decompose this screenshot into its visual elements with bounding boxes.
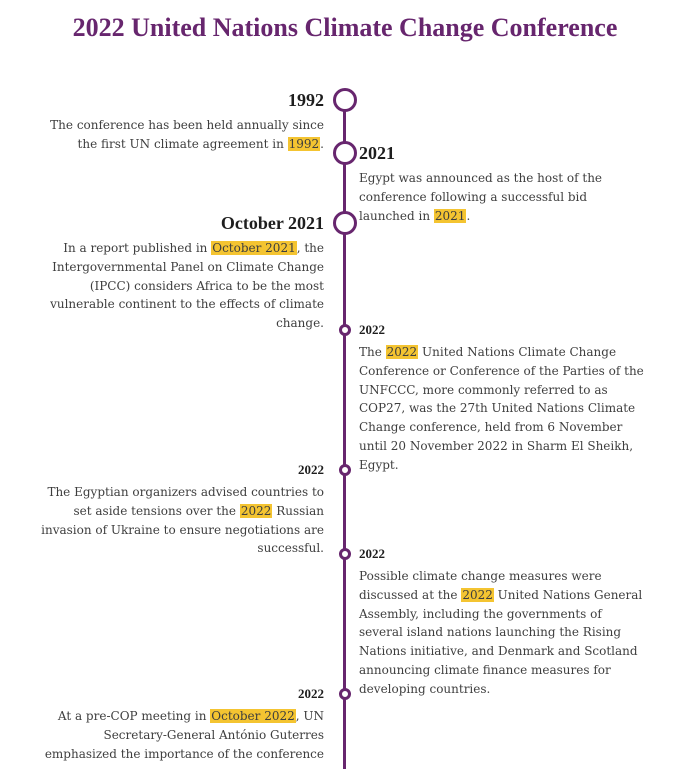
- highlighted-date: October 2021: [212, 241, 296, 255]
- entry-date: 2022: [359, 322, 385, 337]
- description-line: Nations initiative, and Denmark and Scotland: [359, 644, 638, 659]
- timeline-entry: [50, 90, 324, 154]
- description-line: The 2022 United Nations Climate Change: [359, 345, 617, 359]
- description-line: successful.: [257, 541, 324, 556]
- timeline-marker: [339, 324, 351, 336]
- timeline-entry: [359, 143, 602, 225]
- description-line: launched in 2021.: [359, 208, 471, 223]
- entry-description: [45, 707, 324, 763]
- entry-date: 2022: [298, 462, 324, 477]
- entry-description: [359, 169, 602, 225]
- entry-date: 1992: [288, 90, 324, 110]
- timeline-marker: [339, 548, 351, 560]
- description-line: Secretary-General António Guterres: [103, 727, 324, 742]
- description-line: several island nations launching the Rising: [359, 625, 622, 640]
- entry-date: 2022: [359, 546, 385, 561]
- description-line: The Egyptian organizers advised countries to: [47, 485, 324, 499]
- highlighted-date: 2022: [386, 345, 418, 359]
- description-line: COP27, was the 27th United Nations Climate: [359, 401, 636, 416]
- description-line: Egypt was announced as the host of the: [359, 171, 603, 185]
- highlighted-date: 2022: [240, 503, 272, 518]
- highlighted-date: 1992: [288, 136, 320, 151]
- page-title: 2022 United Nations Climate Change Conference: [72, 13, 618, 42]
- description-line: invasion of Ukraine to ensure negotiations are: [41, 522, 324, 537]
- timeline-marker: [333, 88, 357, 112]
- description-line: UNFCCC, more commonly referred to as: [359, 382, 608, 397]
- timeline-entry: [359, 546, 642, 699]
- description-line: Change conference, held from 6 November: [359, 420, 623, 435]
- description-line: emphasized the importance of the conference: [44, 746, 324, 761]
- timeline-entry: [50, 213, 324, 333]
- timeline-marker: [333, 211, 357, 235]
- entry-description: [50, 116, 324, 154]
- description-line: The conference has been held annually since: [50, 118, 324, 132]
- timeline-entry: [359, 322, 644, 475]
- description-line: developing countries.: [359, 681, 491, 696]
- entry-description: [359, 567, 642, 699]
- timeline-marker: [333, 141, 357, 165]
- description-line: until 20 November 2022 in Sharm El Sheikh,: [359, 438, 634, 453]
- description-line: conference following a successful bid: [359, 189, 588, 204]
- timeline-entry: [41, 462, 324, 558]
- entry-date: 2022: [298, 686, 324, 701]
- entry-description: [41, 483, 324, 558]
- timeline-marker: [339, 688, 351, 700]
- description-line: Possible climate change measures were: [359, 569, 602, 583]
- description-line: At a pre-COP meeting in October 2022, UN: [57, 709, 324, 723]
- highlighted-date: 2022: [462, 587, 493, 602]
- description-line: Assembly, including the governments of: [359, 606, 602, 621]
- description-line: In a report published in October 2021, the: [63, 241, 324, 255]
- description-line: Conference or Conference of the Parties of the: [359, 363, 644, 378]
- timeline-entry: [45, 686, 324, 763]
- highlighted-date: October 2022: [211, 709, 295, 723]
- description-line: announcing climate finance measures for: [359, 662, 611, 677]
- entry-date: 2021: [359, 143, 395, 163]
- timeline-line: [343, 99, 346, 769]
- description-line: discussed at the 2022 United Nations General: [359, 587, 643, 602]
- description-line: set aside tensions over the 2022 Russian: [73, 503, 324, 518]
- entry-description: [50, 239, 324, 333]
- timeline-marker: [339, 464, 351, 476]
- description-line: vulnerable continent to the effects of climate: [50, 297, 324, 312]
- entry-description: [359, 343, 644, 475]
- description-line: the first UN climate agreement in 1992.: [77, 136, 324, 151]
- entry-date: October 2021: [220, 213, 324, 233]
- description-line: Intergovernmental Panel on Climate Change: [52, 259, 324, 274]
- description-line: change.: [276, 316, 324, 331]
- highlighted-date: 2021: [434, 208, 466, 223]
- description-line: (IPCC) considers Africa to be the most: [89, 278, 324, 293]
- description-line: Egypt.: [359, 457, 399, 472]
